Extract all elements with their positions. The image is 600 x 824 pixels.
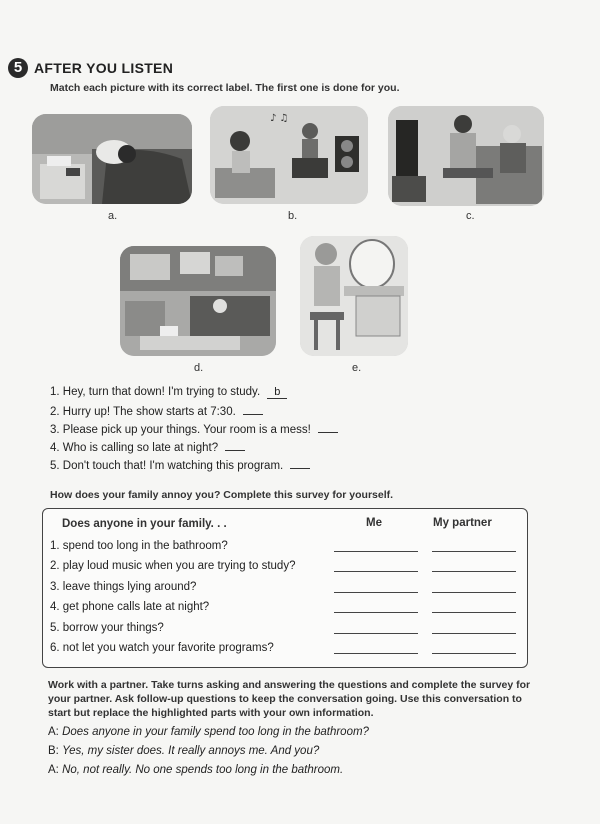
survey-question-4: 4. get phone calls late at night? bbox=[50, 601, 210, 613]
picture-d bbox=[120, 246, 276, 356]
survey-question-5: 5. borrow your things? bbox=[50, 622, 164, 634]
survey-question-3: 3. leave things lying around? bbox=[50, 581, 197, 593]
picture-b bbox=[210, 106, 368, 204]
partner-answer-line[interactable] bbox=[432, 653, 516, 654]
match-item-4 bbox=[50, 440, 245, 454]
conversation-text: Yes, my sister does. It really annoys me. And you? bbox=[62, 745, 320, 757]
survey-header-me: Me bbox=[366, 517, 382, 529]
me-answer-line[interactable] bbox=[334, 551, 418, 552]
picture-e bbox=[300, 236, 408, 356]
survey-question-6: 6. not let you watch your favorite programs? bbox=[50, 642, 274, 654]
picture-c bbox=[388, 106, 544, 206]
conversation-text: No, not really. No one spends too long in the bathroom. bbox=[62, 764, 344, 776]
match-item-text: 5. Don't touch that! I'm watching this program. bbox=[50, 460, 284, 472]
match-instruction: Match each picture with its correct label. The first one is done for you. bbox=[50, 82, 400, 94]
match-item-2 bbox=[50, 404, 263, 418]
caption-b: b. bbox=[288, 210, 298, 222]
answer-blank[interactable] bbox=[267, 388, 287, 399]
caption-a: a. bbox=[108, 210, 118, 222]
caption-d: d. bbox=[194, 362, 204, 374]
partner-answer-line[interactable] bbox=[432, 571, 516, 572]
match-item-3 bbox=[50, 422, 338, 436]
section-title: AFTER YOU LISTEN bbox=[34, 60, 174, 76]
speaker-label: B: bbox=[48, 745, 59, 757]
picture-a bbox=[32, 114, 192, 204]
conversation-text: Does anyone in your family spend too long in the bathroom? bbox=[62, 726, 369, 738]
match-item-text: 1. Hey, turn that down! I'm trying to study. bbox=[50, 386, 261, 398]
match-item-text: 3. Please pick up your things. Your room is a mess! bbox=[50, 424, 311, 436]
conversation-line-3 bbox=[48, 764, 343, 776]
section-number-badge: 5 bbox=[8, 58, 28, 78]
me-answer-line[interactable] bbox=[334, 592, 418, 593]
caption-c: c. bbox=[466, 210, 475, 222]
partner-answer-line[interactable] bbox=[432, 592, 516, 593]
survey-header-partner: My partner bbox=[433, 517, 492, 529]
conversation-line-2 bbox=[48, 745, 319, 757]
conversation-line-1 bbox=[48, 726, 369, 738]
girl-at-mirror-illustration bbox=[300, 236, 408, 356]
partner-answer-line[interactable] bbox=[432, 551, 516, 552]
match-item-text: 4. Who is calling so late at night? bbox=[50, 442, 219, 454]
survey-question-2: 2. play loud music when you are trying to study? bbox=[50, 560, 296, 572]
me-answer-line[interactable] bbox=[334, 612, 418, 613]
watching-tv-illustration bbox=[388, 106, 544, 206]
svg-text:♪ ♫: ♪ ♫ bbox=[270, 113, 289, 124]
survey-question-1: 1. spend too long in the bathroom? bbox=[50, 540, 228, 552]
partner-answer-line[interactable] bbox=[432, 633, 516, 634]
match-item-5 bbox=[50, 458, 310, 472]
partner-answer-line[interactable] bbox=[432, 612, 516, 613]
speaker-label: A: bbox=[48, 726, 59, 738]
survey-instruction: How does your family annoy you? Complete this survey for yourself. bbox=[50, 489, 394, 501]
caption-e: e. bbox=[352, 362, 362, 374]
man-in-bed-illustration bbox=[32, 114, 192, 204]
survey-header-question: Does anyone in your family. . . bbox=[62, 518, 227, 530]
loud-music-illustration bbox=[210, 106, 368, 204]
match-item-1 bbox=[50, 386, 287, 399]
answer-blank[interactable] bbox=[318, 422, 338, 433]
me-answer-line[interactable] bbox=[334, 633, 418, 634]
pair-work-instruction: Work with a partner. Take turns asking and answering the questions and complete the survey for your partner. Ask follow-up questions to keep the conversation going. Use this conversation to start but replace the highlighted parts with your own information. bbox=[48, 679, 531, 720]
me-answer-line[interactable] bbox=[334, 653, 418, 654]
match-item-text: 2. Hurry up! The show starts at 7:30. bbox=[50, 406, 236, 418]
answer-blank[interactable] bbox=[290, 458, 310, 469]
answer-blank[interactable] bbox=[225, 440, 245, 451]
messy-room-illustration bbox=[120, 246, 276, 356]
speaker-label: A: bbox=[48, 764, 59, 776]
answer-value: b bbox=[274, 386, 281, 398]
me-answer-line[interactable] bbox=[334, 571, 418, 572]
answer-blank[interactable] bbox=[243, 404, 263, 415]
